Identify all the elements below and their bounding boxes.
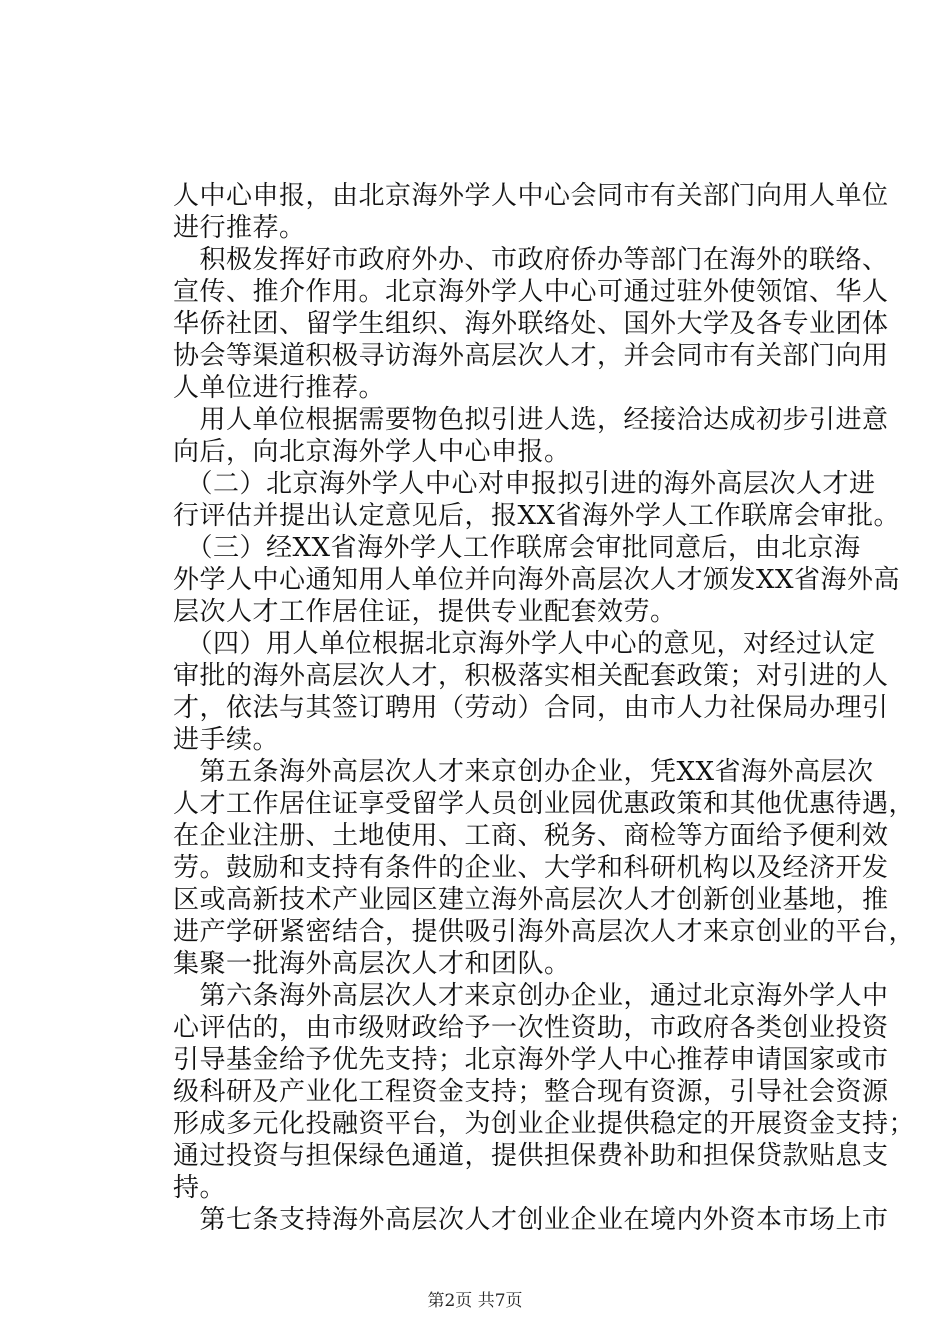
text-line: 第六条海外高层次人才来京创办企业，通过北京海外学人中 bbox=[173, 981, 889, 1011]
text-line: 人单位进行推荐。 bbox=[173, 373, 386, 403]
text-line: 进行推荐。 bbox=[173, 213, 306, 243]
text-line: （三）经XX省海外学人工作联席会审批同意后，由北京海 bbox=[173, 533, 861, 563]
text-line: 进产学研紧密结合，提供吸引海外高层次人才来京创业的平台， bbox=[173, 917, 916, 947]
text-line: （四）用人单位根据北京海外学人中心的意见，对经过认定 bbox=[173, 629, 876, 659]
text-line: （二）北京海外学人中心对申报拟引进的海外高层次人才进 bbox=[173, 469, 876, 499]
text-line: 层次人才工作居住证，提供专业配套效劳。 bbox=[173, 597, 677, 627]
text-line: 行评估并提出认定意见后，报XX省海外学人工作联席会审批。 bbox=[173, 501, 901, 531]
text-line: 在企业注册、土地使用、工商、税务、商检等方面给予便利效 bbox=[173, 821, 889, 851]
text-line: 协会等渠道积极寻访海外高层次人才，并会同市有关部门向用 bbox=[173, 341, 889, 371]
text-line: 审批的海外高层次人才，积极落实相关配套政策；对引进的人 bbox=[173, 661, 889, 691]
text-line: 形成多元化投融资平台，为创业企业提供稳定的开展资金支持； bbox=[173, 1109, 916, 1139]
text-line: 持。 bbox=[173, 1173, 227, 1203]
text-line: 引导基金给予优先支持；北京海外学人中心推荐申请国家或市 bbox=[173, 1045, 889, 1075]
text-line: 向后，向北京海外学人中心申报。 bbox=[173, 437, 571, 467]
page-footer: 第2页 共7页 bbox=[427, 1291, 523, 1311]
text-line: 第五条海外高层次人才来京创办企业，凭XX省海外高层次 bbox=[173, 757, 874, 787]
text-line: 宣传、推介作用。北京海外学人中心可通过驻外使领馆、华人 bbox=[173, 277, 889, 307]
text-line: 人才工作居住证享受留学人员创业园优惠政策和其他优惠待遇， bbox=[173, 789, 916, 819]
text-line: 区或高新技术产业园区建立海外高层次人才创新创业基地，推 bbox=[173, 885, 889, 915]
text-line: 级科研及产业化工程资金支持；整合现有资源，引导社会资源 bbox=[173, 1077, 889, 1107]
text-line: 第七条支持海外高层次人才创业企业在境内外资本市场上市 bbox=[173, 1205, 889, 1235]
text-line: 进手续。 bbox=[173, 725, 280, 755]
text-line: 积极发挥好市政府外办、市政府侨办等部门在海外的联络、 bbox=[173, 245, 889, 275]
text-line: 华侨社团、留学生组织、海外联络处、国外大学及各专业团体 bbox=[173, 309, 889, 339]
text-line: 集聚一批海外高层次人才和团队。 bbox=[173, 949, 571, 979]
text-line: 才，依法与其签订聘用（劳动）合同，由市人力社保局办理引 bbox=[173, 693, 889, 723]
text-line: 用人单位根据需要物色拟引进人选，经接洽达成初步引进意 bbox=[173, 405, 889, 435]
text-line: 人中心申报，由北京海外学人中心会同市有关部门向用人单位 bbox=[173, 181, 889, 211]
text-line: 通过投资与担保绿色通道，提供担保费补助和担保贷款贴息支 bbox=[173, 1141, 889, 1171]
text-line: 劳。鼓励和支持有条件的企业、大学和科研机构以及经济开发 bbox=[173, 853, 889, 883]
text-line: 心评估的，由市级财政给予一次性资助，市政府各类创业投资 bbox=[173, 1013, 889, 1043]
text-line: 外学人中心通知用人单位并向海外高层次人才颁发XX省海外高 bbox=[173, 565, 901, 595]
